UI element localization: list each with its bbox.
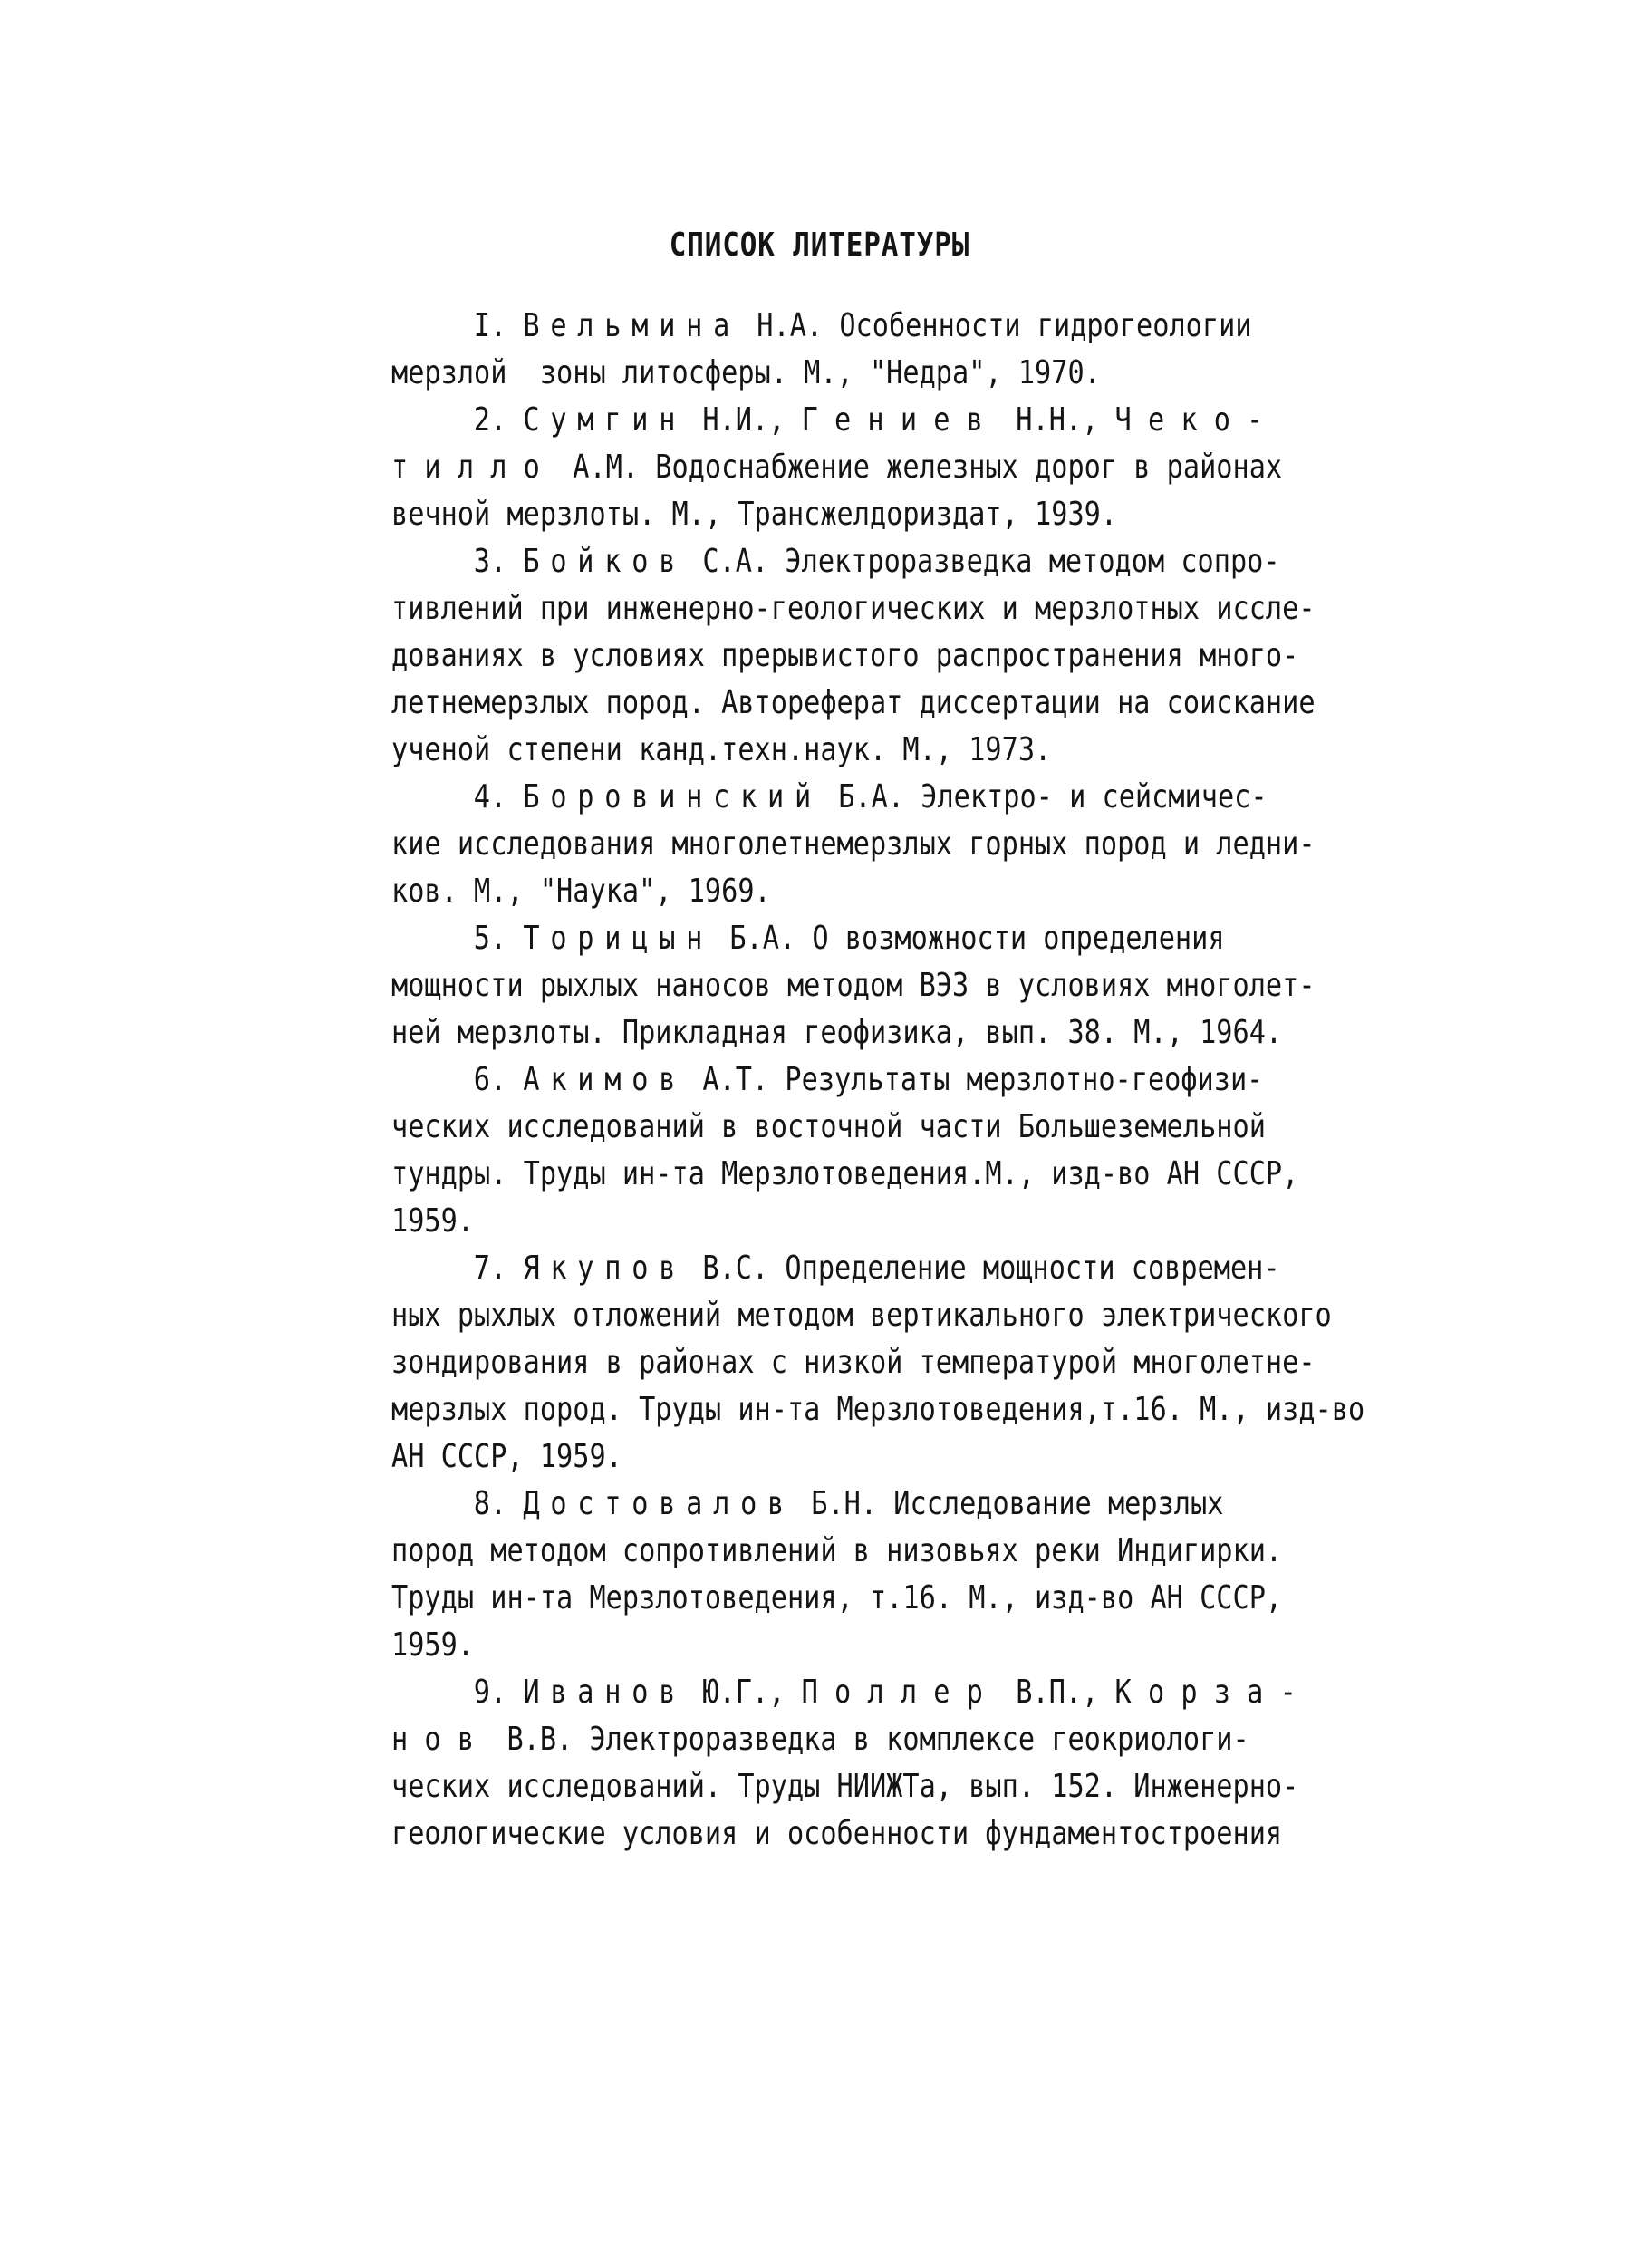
reference-list [391,303,1479,1858]
reference-author: Акимов [523,1061,687,1098]
reference-text: дованиях в условиях прерывистого распространения много- [391,637,1299,674]
reference-text: тундры. Труды ин-та Мерзлотоведения.М., изд-во АН СССР, [391,1155,1299,1192]
reference-line [391,1386,1365,1433]
reference-entry [391,915,1479,1057]
reference-entry [391,1057,1479,1245]
reference-author: Достовалов [523,1485,795,1522]
reference-line [391,1009,1305,1057]
reference-entry [391,1245,1479,1481]
reference-text: летнемерзлых пород. Автореферат диссертации на соискание [391,684,1316,721]
reference-text: С.А. Электроразведка методом сопро- [702,543,1280,580]
reference-line [391,1104,1305,1151]
reference-line [391,1716,1305,1763]
reference-text: ческих исследований. Труды НИИЖТа, вып. 152. Инженерно- [391,1768,1299,1805]
reference-text: мерзлой зоны литосферы. М., "Недра", 1970. [391,354,1101,391]
reference-line [391,303,1305,350]
reference-line [391,1481,1305,1528]
reference-line [391,397,1305,444]
reference-line [391,350,1305,397]
reference-line [391,1339,1316,1386]
reference-text: В.С. Определение мощности современ- [702,1250,1280,1287]
reference-text: ных рыхлых отложений методом вертикального электрического [391,1297,1332,1334]
reference-text: кие исследования многолетнемерзлых горных пород и ледни- [391,825,1316,863]
reference-text: Труды ин-та Мерзлотоведения, т.16. М., изд-во АН СССР, [391,1579,1283,1617]
reference-number: 9. [473,1674,507,1711]
reference-line [391,1528,1305,1575]
reference-entry [391,1481,1479,1669]
reference-line [391,1057,1305,1104]
page-title: СПИСОК ЛИТЕРАТУРЫ [669,227,970,264]
reference-text: ученой степени канд.техн.наук. М., 1973. [391,731,1052,768]
reference-text: вечной мерзлоты. М., Трансжелдориздат, 1939. [391,496,1118,533]
reference-text: А.Т. Результаты мерзлотно-геофизи- [702,1061,1264,1098]
reference-line [391,680,1316,727]
reference-line [391,727,1305,774]
reference-line [391,821,1316,868]
reference-line [391,444,1305,491]
reference-number: 3. [473,543,507,580]
reference-text: Б.Н. Исследование мерзлых [811,1485,1224,1522]
reference-number: 6. [473,1061,507,1098]
reference-line [391,962,1316,1009]
reference-entry [391,774,1479,915]
reference-text: мощности рыхлых наносов методом ВЭЗ в условиях многолет- [391,967,1316,1004]
reference-line [391,1810,1305,1858]
reference-line [391,1669,1305,1716]
reference-entry [391,397,1479,538]
reference-number: 5. [473,920,507,957]
reference-entry [391,303,1479,397]
reference-author: Вельмина [523,307,741,344]
reference-line [391,585,1316,632]
reference-text: ческих исследований в восточной части Большеземельной [391,1108,1266,1145]
reference-line [391,491,1305,538]
reference-text: Б.А. О возможности определения [729,920,1225,957]
reference-text: мерзлых пород. Труды ин-та Мерзлотоведения,т.16. М., изд-во [391,1391,1365,1428]
reference-line [391,1622,1305,1669]
reference-line [391,1245,1305,1292]
reference-entry [391,538,1479,774]
reference-author: Сумгин [523,401,687,439]
reference-line [391,632,1305,680]
reference-text: Ю.Г., П о л л е р В.П., К о р з а - [702,1674,1297,1711]
reference-line [391,1575,1305,1622]
reference-text: н о в В.В. Электроразведка в комплексе геокриологи- [391,1721,1249,1758]
reference-line [391,1763,1305,1810]
reference-line [391,774,1305,821]
reference-text: Б.А. Электро- и сейсмичес- [838,778,1268,816]
reference-text: пород методом сопротивлений в низовьях реки Индигирки. [391,1532,1283,1569]
reference-author: Боровинский [523,778,822,816]
reference-author: Бойков [523,543,687,580]
reference-number: 7. [473,1250,507,1287]
reference-line [391,538,1305,585]
reference-number: I. [473,307,507,344]
reference-text: Н.И., Г е н и е в Н.Н., Ч е к о - [702,401,1264,439]
reference-text: т и л л о А.М. Водоснабжение железных дорог в районах [391,449,1283,486]
reference-number: 4. [473,778,507,816]
reference-author: Торицын [523,920,714,957]
reference-text: тивлений при инженерно-геологических и мерзлотных иссле- [391,590,1316,627]
reference-line [391,1198,1305,1245]
reference-author: Иванов [523,1674,687,1711]
reference-text: 1959. [391,1626,475,1664]
reference-entry [391,1669,1479,1858]
reference-author: Якупов [523,1250,687,1287]
reference-line [391,1433,1305,1481]
reference-text: ней мерзлоты. Прикладная геофизика, вып. 38. М., 1964. [391,1014,1283,1051]
reference-text: геологические условия и особенности фундаментостроения [391,1815,1283,1852]
reference-text: ков. М., "Наука", 1969. [391,873,771,910]
reference-line [391,1292,1332,1339]
reference-text: Н.А. Особенности гидрогеологии [757,307,1252,344]
reference-text: АН СССР, 1959. [391,1438,622,1475]
reference-text: зондирования в районах с низкой температурой многолетне- [391,1344,1316,1381]
reference-line [391,868,1305,915]
reference-number: 2. [473,401,507,439]
reference-number: 8. [473,1485,507,1522]
reference-text: 1959. [391,1202,475,1240]
reference-line [391,915,1305,962]
reference-line [391,1151,1305,1198]
